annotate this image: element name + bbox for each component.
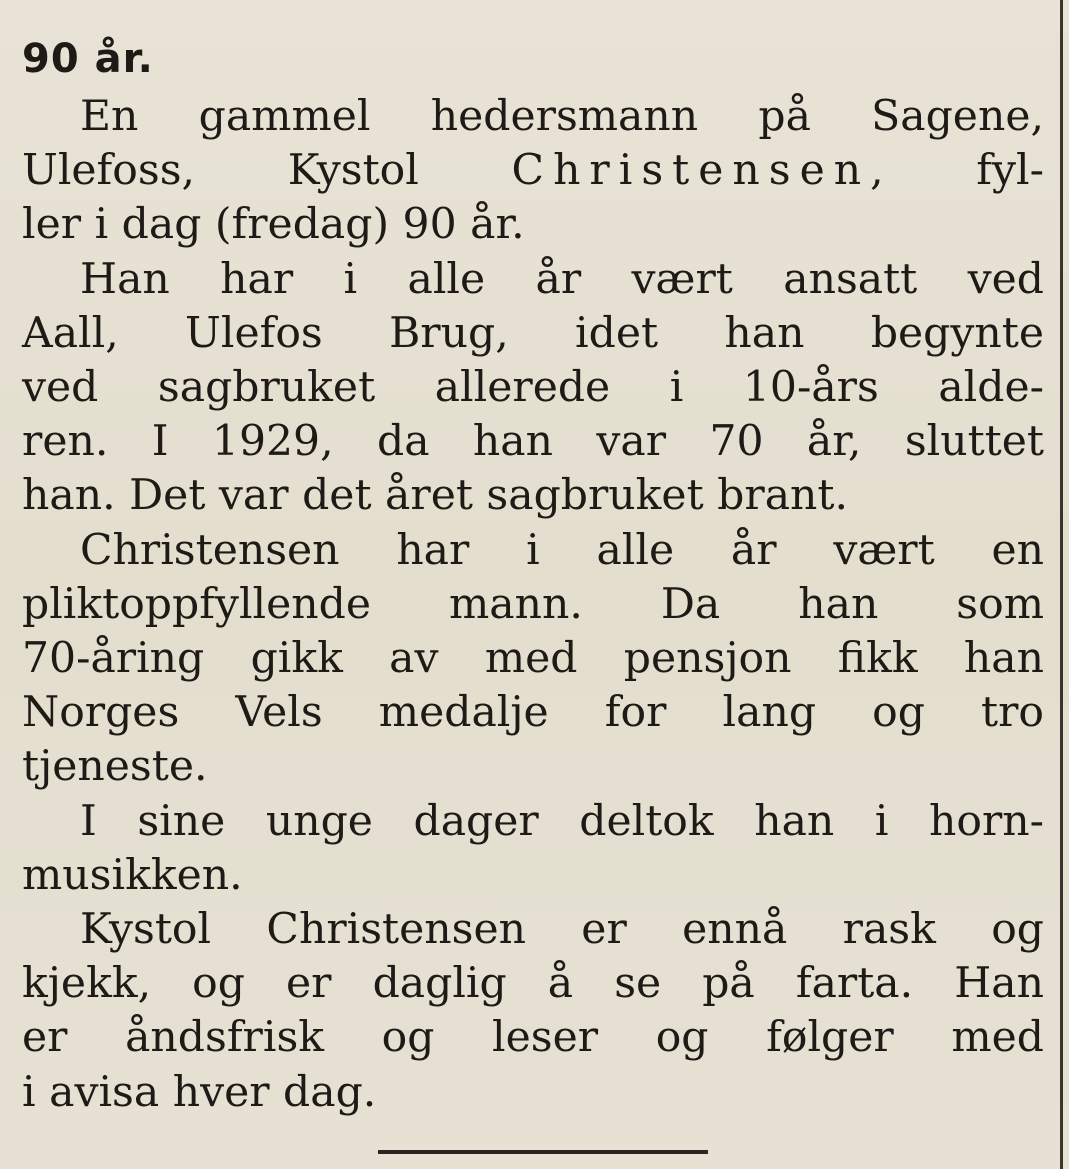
text-line: Norges Vels medalje for lang og tro xyxy=(22,688,1044,738)
article-paragraph-2 xyxy=(22,253,1044,524)
text-line: pliktoppfyllende mann. Da han som xyxy=(22,579,1044,629)
article-headline: 90 år. xyxy=(22,36,154,82)
article-end-divider xyxy=(378,1150,708,1154)
text-line: musikken. xyxy=(22,850,243,900)
text-line: Christensen har i alle år vært en xyxy=(80,525,1044,575)
article xyxy=(22,28,1044,1120)
text-line: Han har i alle år vært ansatt ved xyxy=(80,254,1044,304)
text-line: ler i dag (fredag) 90 år. xyxy=(22,200,525,250)
text-line: Aall, Ulefos Brug, idet han begynte xyxy=(22,308,1044,358)
text-line: Kystol Christensen er ennå rask og xyxy=(80,905,1044,955)
article-paragraph-3 xyxy=(22,524,1044,795)
text-line: tjeneste. xyxy=(22,742,208,792)
text-line: 70-åring gikk av med pensjon fikk han xyxy=(22,634,1044,684)
text-line: ved sagbruket allerede i 10-års alde- xyxy=(22,363,1044,413)
text-line: kjekk, og er daglig å se på farta. Han xyxy=(22,959,1044,1009)
text-line: han. Det var det året sagbruket brant. xyxy=(22,471,848,521)
text-line: er åndsfrisk og leser og følger med xyxy=(22,1013,1044,1063)
text-line: Ulefoss, Kystol Christensen, fyl- xyxy=(22,146,1045,196)
article-paragraph-1 xyxy=(22,90,1044,253)
text-line: En gammel hedersmann på Sagene, xyxy=(80,92,1044,141)
column-rule xyxy=(1060,0,1063,1169)
article-paragraph-4 xyxy=(22,795,1044,903)
text-line: ren. I 1929, da han var 70 år, sluttet xyxy=(22,417,1044,467)
spaced-surname: Christensen xyxy=(511,146,871,196)
text-line: i avisa hver dag. xyxy=(22,1067,377,1117)
article-paragraph-5 xyxy=(22,903,1044,1120)
text-line: I sine unge dager deltok han i horn- xyxy=(80,796,1044,846)
